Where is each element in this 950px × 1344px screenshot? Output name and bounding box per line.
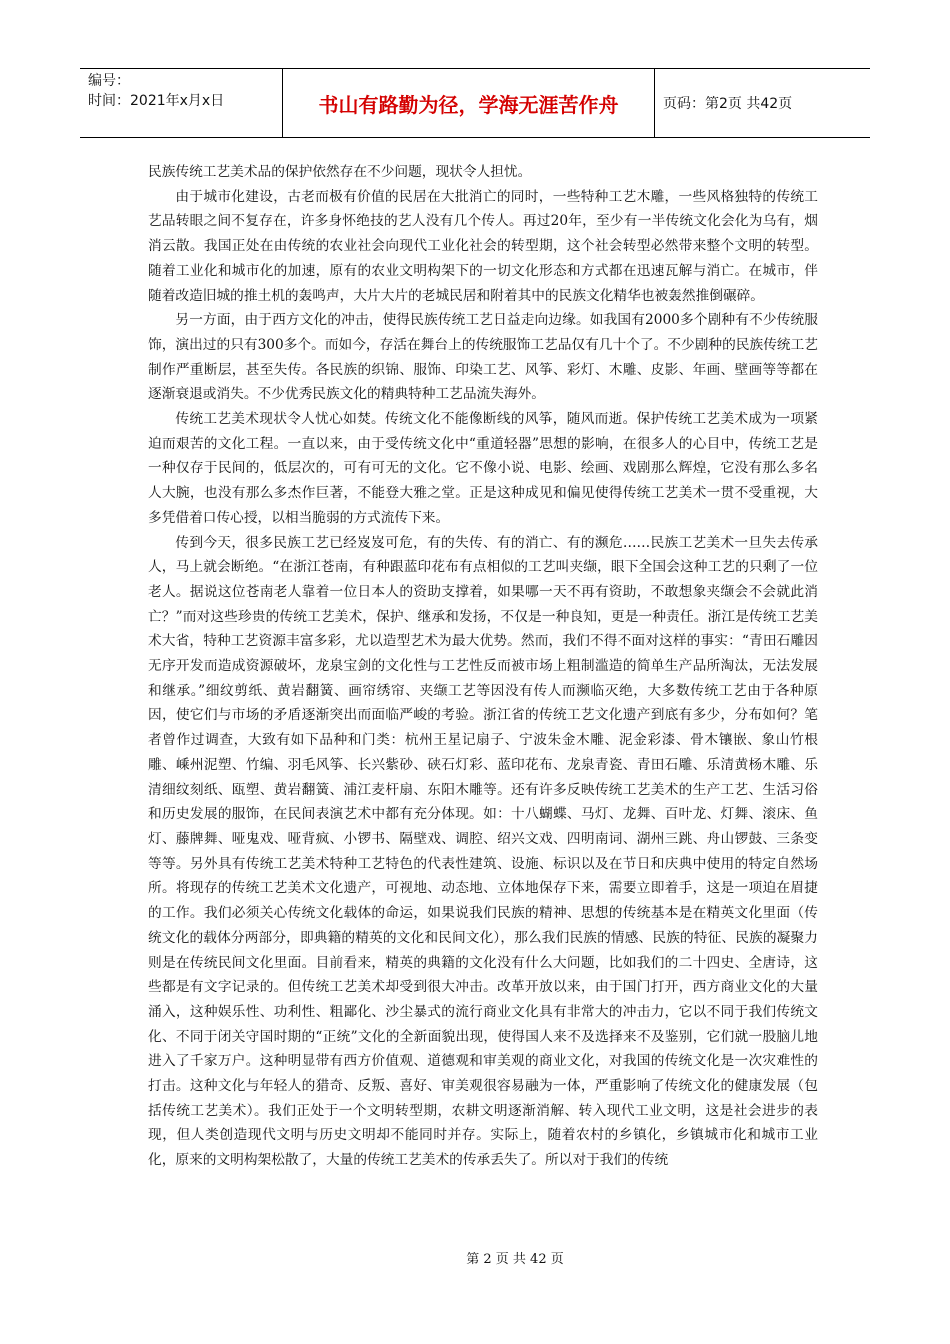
page-footer: 第 2 页 共 42 页 bbox=[466, 1252, 564, 1267]
page-header bbox=[80, 68, 870, 138]
header-motto: 书山有路勤为径，学海无涯苦作舟 bbox=[283, 69, 655, 137]
paragraph: 传统工艺美术现状令人忧心如焚。传统文化不能像断线的风筝，随风而逝。保护传统工艺美术成为一项紧迫而艰苦的文化工程。一直以来，由于受传统文化中“重道轻器”思想的影响，在很多人的心目中，传统工艺是一种仅存于民间的，低层次的，可有可无的文化。它不像小说、电影、绘画、戏剧那么辉煌，它没有那么多名人大腕，也没有那么多杰作巨著，不能登大雅之堂。正是这种成见和偏见使得传统工艺美术一贯不受重视，大多凭借着口传心授，以相当脆弱的方式流传下来。 bbox=[148, 411, 818, 526]
document-number-label: 编号： bbox=[88, 73, 130, 89]
header-page-info: 页码：第2页 共42页 bbox=[663, 96, 793, 112]
paragraph: 另一方面，由于西方文化的冲击，使得民族传统工艺日益走向边缘。如我国有2000多个剧种有不少传统服饰，演出过的只有300多个。而如今，存活在舞台上的传统服饰工艺品仅有几十个了。不少剧种的民族传统工艺制作严重断层，甚至失传。各民族的织锦、服饰、印染工艺、风筝、彩灯、木雕、皮影、年画、壁画等等都在逐渐衰退或消失。不少优秀民族文化的精典特种工艺品流失海外。 bbox=[148, 312, 818, 403]
document-body bbox=[148, 160, 818, 1173]
document-date: 时间：2021年x月x日 bbox=[88, 93, 225, 109]
paragraph: 民族传统工艺美术品的保护依然存在不少问题，现状令人担忧。 bbox=[148, 164, 532, 180]
paragraph: 由于城市化建设，古老而极有价值的民居在大批消亡的同时，一些特种工艺木雕，一些风格独特的传统工艺品转眼之间不复存在，许多身怀绝技的艺人没有几个传人。再过20年，至少有一半传统文化会化为乌有，烟消云散。我国正处在由传统的农业社会向现代工业化社会的转型期，这个社会转型必然带来整个文明的转型。随着工业化和城市化的加速，原有的农业文明构架下的一切文化形态和方式都在迅速瓦解与消亡。在城市，伴随着改造旧城的推土机的轰鸣声，大片大片的老城民居和附着其中的民族文化精华也被轰然推倒碾碎。 bbox=[148, 188, 818, 304]
header-meta bbox=[80, 69, 283, 137]
paragraph: 传到今天，很多民族工艺已经岌岌可危，有的失传、有的消亡、有的濒危……民族工艺美术一旦失去传承人，马上就会断绝。“在浙江苍南，有种跟蓝印花布有点相似的工艺叫夹缬，眼下全国会这种工艺的只剩了一位老人。据说这位苍南老人靠着一位日本人的资助支撑着，如果哪一天不再有资助，不敢想象夹缬会不会就此消亡？”而对这些珍贵的传统工艺美术，保护、继承和发扬，不仅是一种良知，更是一种责任。浙江是传统工艺美术大省，特种工艺资源丰富多彩，尤以造型艺术为最大优势。然而，我们不得不面对这样的事实：“青田石雕因无序开发而造成资源破坏，龙泉宝剑的文化性与工艺性反而被市场上粗制滥造的简单生产品所淘汰，无法发展和继承。”细纹剪纸、黄岩翻簧、画帘绣帘、夹缬工艺等因没有传人而濒临灭绝，大多数传统工艺由于各种原因，使它们与市场的矛盾逐渐突出而面临严峻的考验。浙江省的传统工艺文化遗产到底有多少，分布如何？笔者曾作过调查，大致有如下品种和门类：杭州王星记扇子、宁波朱金木雕、泥金彩漆、骨木镶嵌、象山竹根雕、嵊州泥塑、竹编、羽毛风筝、长兴紫砂、硖石灯彩、蓝印花布、龙泉青瓷、青田石雕、乐清黄杨木雕、乐清细纹刻纸、瓯塑、黄岩翻簧、浦江麦杆扇、东阳木雕等。还有许多反映传统工艺美术的生产工艺、生活习俗和历史发展的服饰，在民间表演艺术中都有充分体现。如：十八蝴蝶、马灯、龙舞、百叶龙、灯舞、滚床、鱼灯、藤牌舞、哑鬼戏、哑背疯、小锣书、隔壁戏、调腔、绍兴文戏、四明南词、湖州三跳、舟山锣鼓、三条变等等。另外具有传统工艺美术特种工艺特色的代表性建筑、设施、标识以及在节日和庆典中使用的特定自然场所。将现存的传统工艺美术文化遗产，可视地、动态地、立体地保存下来，需要立即着手，这是一项迫在眉捷的工作。我们必须关心传统文化载体的命运，如果说我们民族的精神、思想的传统基本是在精英文化里面（传统文化的载体分两部分，即典籍的精英的文化和民间文化），那么我们民族的情感、民族的特征、民族的凝聚力则是在传统民间文化里面。目前看来，精英的典籍的文化没有什么大问题，比如我们的二十四史、全唐诗，这些都是有文字记录的。但传统工艺美术却受到很大冲击。改革开放以来，由于国门打开，西方商业文化的大量涌入，这种娱乐性、功利性、粗鄙化、沙尘暴式的流行商业文化具有非常大的冲击力，它以不同于我们传统文化、不同于闭关守国时期的“正统”文化的全新面貌出现，使得国人来不及选择来不及鉴别，它们就一股脑儿地进入了千家万户。这种明显带有西方价值观、道德观和审美观的商业文化，对我国的传统文化是一次灾难性的打击。这种文化与年轻人的猎奇、反叛、喜好、审美观很容易融为一体，严重影响了传统文化的健康发展（包括传统工艺美术）。我们正处于一个文明转型期，农耕文明逐渐消解、转入现代工业文明，这是社会进步的表现，但人类创造现代文明与历史文明却不能同时并存。实际上，随着农村的乡镇化，乡镇城市化和城市工业化，原来的文明构架松散了，大量的传统工艺美术的传承丢失了。所以对于我们的传统 bbox=[148, 534, 818, 1169]
